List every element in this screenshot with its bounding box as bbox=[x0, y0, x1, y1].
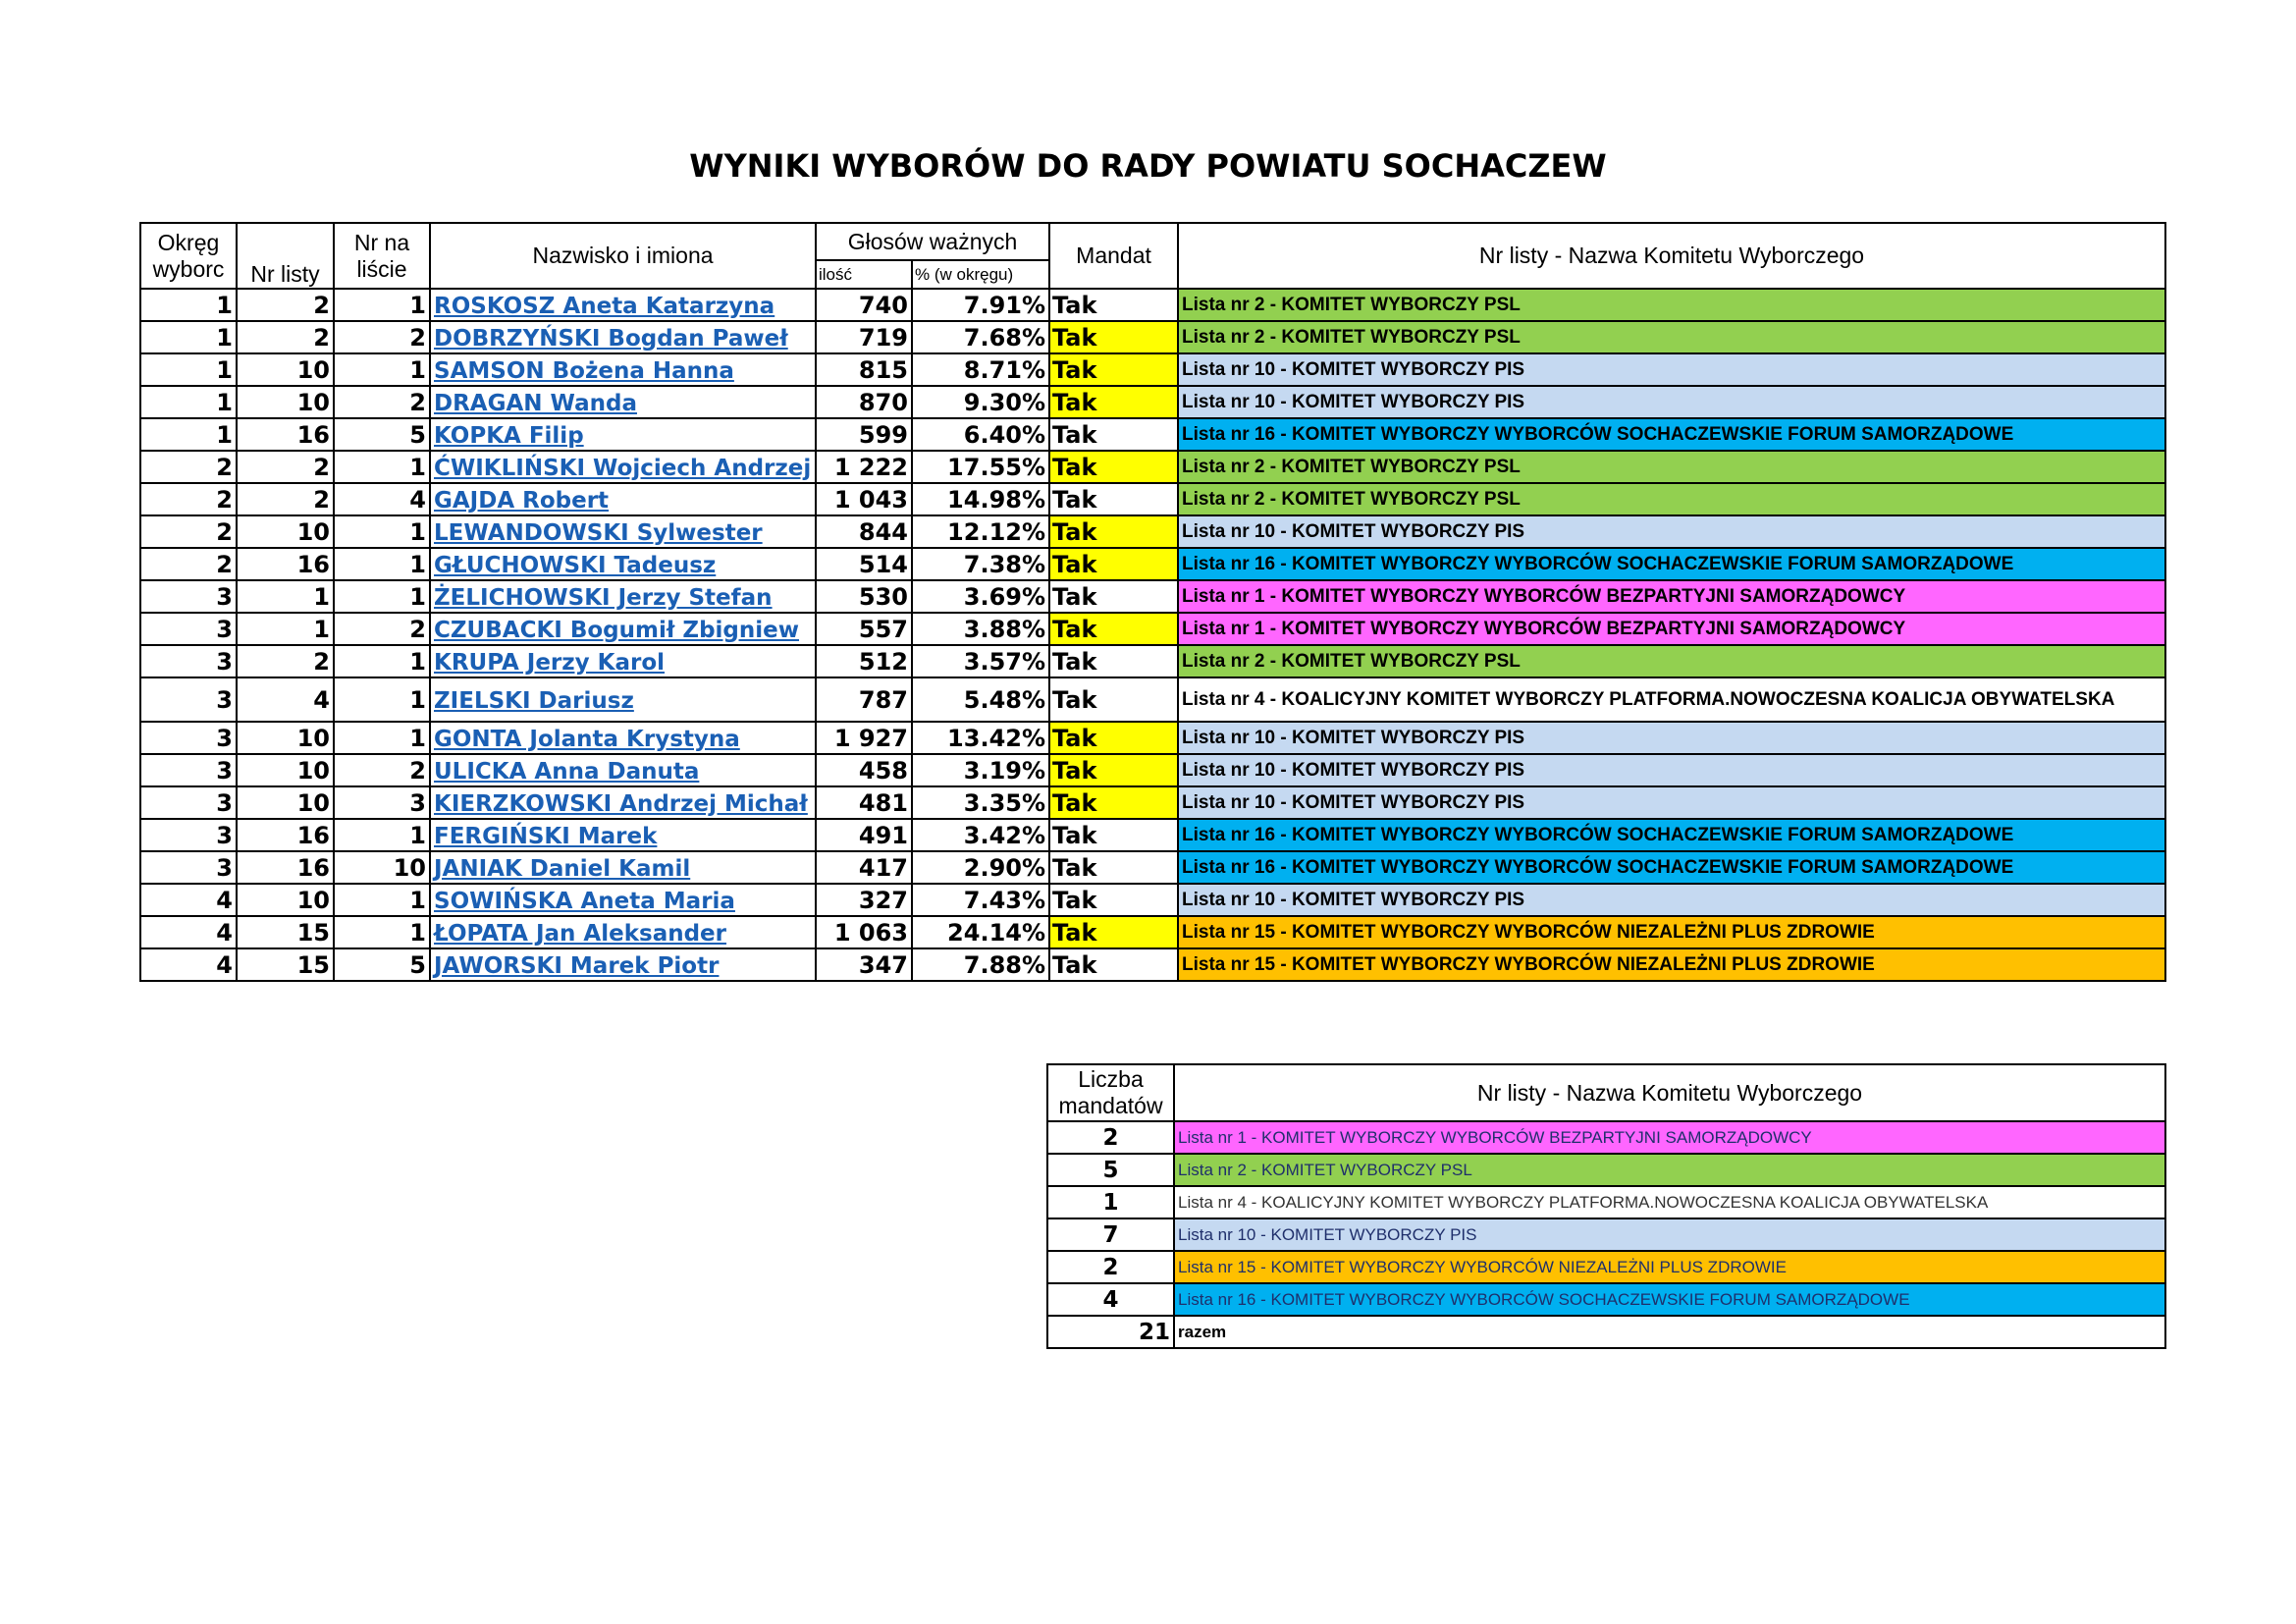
candidate-link[interactable]: GAJDA Robert bbox=[434, 487, 610, 514]
summary-header-committee: Nr listy - Nazwa Komitetu Wyborczego bbox=[1174, 1064, 2165, 1121]
candidate-name-cell bbox=[430, 548, 816, 580]
table-row bbox=[140, 722, 2165, 754]
mandate-cell: Tak bbox=[1049, 754, 1178, 786]
candidate-link[interactable]: ŻELICHOWSKI Jerzy Stefan bbox=[434, 584, 773, 611]
table-row bbox=[140, 580, 2165, 613]
votes-cell: 557 bbox=[816, 613, 912, 645]
position-cell: 1 bbox=[334, 548, 430, 580]
table-row bbox=[140, 418, 2165, 451]
list-number-cell: 10 bbox=[237, 722, 334, 754]
list-number-cell: 10 bbox=[237, 786, 334, 819]
votes-cell: 870 bbox=[816, 386, 912, 418]
votes-cell: 740 bbox=[816, 289, 912, 321]
candidate-name-cell bbox=[430, 418, 816, 451]
summary-committee-cell: Lista nr 4 - KOALICYJNY KOMITET WYBORCZY PLATFORMA.NOWOCZESNA KOALICJA OBYWATELSKA bbox=[1174, 1186, 2165, 1218]
committee-cell: Lista nr 16 - KOMITET WYBORCZY WYBORCÓW SOCHACZEWSKIE FORUM SAMORZĄDOWE bbox=[1178, 418, 2165, 451]
total-count-cell: 21 bbox=[1047, 1316, 1174, 1348]
position-cell: 1 bbox=[334, 580, 430, 613]
position-cell: 2 bbox=[334, 386, 430, 418]
mandate-cell: Tak bbox=[1049, 916, 1178, 948]
district-cell: 1 bbox=[140, 289, 237, 321]
percent-cell: 3.69% bbox=[912, 580, 1049, 613]
summary-row bbox=[1047, 1154, 2165, 1186]
position-cell: 4 bbox=[334, 483, 430, 515]
mandate-count-cell: 2 bbox=[1047, 1121, 1174, 1154]
candidate-name-cell bbox=[430, 754, 816, 786]
district-cell: 3 bbox=[140, 786, 237, 819]
votes-cell: 719 bbox=[816, 321, 912, 353]
summary-committee-cell: Lista nr 1 - KOMITET WYBORCZY WYBORCÓW BEZPARTYJNI SAMORZĄDOWCY bbox=[1174, 1121, 2165, 1154]
table-row bbox=[140, 645, 2165, 677]
votes-cell: 1 222 bbox=[816, 451, 912, 483]
candidate-link[interactable]: GŁUCHOWSKI Tadeusz bbox=[434, 552, 717, 578]
committee-cell: Lista nr 1 - KOMITET WYBORCZY WYBORCÓW BEZPARTYJNI SAMORZĄDOWCY bbox=[1178, 613, 2165, 645]
candidate-link[interactable]: KIERZKOWSKI Andrzej Michał bbox=[434, 790, 808, 817]
candidate-link[interactable]: JAWORSKI Marek Piotr bbox=[434, 952, 720, 979]
list-number-cell: 16 bbox=[237, 548, 334, 580]
position-cell: 1 bbox=[334, 451, 430, 483]
mandate-cell: Tak bbox=[1049, 677, 1178, 722]
candidate-link[interactable]: KRUPA Jerzy Karol bbox=[434, 649, 666, 676]
committee-cell: Lista nr 10 - KOMITET WYBORCZY PIS bbox=[1178, 386, 2165, 418]
candidate-name-cell bbox=[430, 580, 816, 613]
percent-cell: 3.42% bbox=[912, 819, 1049, 851]
mandate-cell: Tak bbox=[1049, 851, 1178, 884]
votes-cell: 1 043 bbox=[816, 483, 912, 515]
list-number-cell: 10 bbox=[237, 353, 334, 386]
position-cell: 2 bbox=[334, 321, 430, 353]
header-valid-votes: Głosów ważnych bbox=[816, 223, 1049, 260]
candidate-link[interactable]: GONTA Jolanta Krystyna bbox=[434, 726, 740, 752]
position-cell: 1 bbox=[334, 645, 430, 677]
candidate-link[interactable]: SAMSON Bożena Hanna bbox=[434, 357, 734, 384]
committee-cell: Lista nr 16 - KOMITET WYBORCZY WYBORCÓW SOCHACZEWSKIE FORUM SAMORZĄDOWE bbox=[1178, 548, 2165, 580]
list-number-cell: 15 bbox=[237, 948, 334, 981]
percent-cell: 7.43% bbox=[912, 884, 1049, 916]
table-row bbox=[140, 916, 2165, 948]
mandate-cell: Tak bbox=[1049, 819, 1178, 851]
candidate-name-cell bbox=[430, 851, 816, 884]
votes-cell: 512 bbox=[816, 645, 912, 677]
summary-header-count: Liczba mandatów bbox=[1047, 1064, 1174, 1121]
position-cell: 1 bbox=[334, 722, 430, 754]
district-cell: 3 bbox=[140, 754, 237, 786]
header-list-no: Nr listy bbox=[237, 223, 334, 289]
committee-cell: Lista nr 15 - KOMITET WYBORCZY WYBORCÓW NIEZALEŻNI PLUS ZDROWIE bbox=[1178, 916, 2165, 948]
district-cell: 4 bbox=[140, 884, 237, 916]
mandate-cell: Tak bbox=[1049, 548, 1178, 580]
list-number-cell: 2 bbox=[237, 483, 334, 515]
summary-committee-cell: Lista nr 2 - KOMITET WYBORCZY PSL bbox=[1174, 1154, 2165, 1186]
list-number-cell: 10 bbox=[237, 884, 334, 916]
header-committee: Nr listy - Nazwa Komitetu Wyborczego bbox=[1178, 223, 2165, 289]
table-row bbox=[140, 786, 2165, 819]
candidate-name-cell bbox=[430, 884, 816, 916]
table-row bbox=[140, 386, 2165, 418]
list-number-cell: 15 bbox=[237, 916, 334, 948]
percent-cell: 5.48% bbox=[912, 677, 1049, 722]
position-cell: 2 bbox=[334, 613, 430, 645]
votes-cell: 481 bbox=[816, 786, 912, 819]
position-cell: 1 bbox=[334, 916, 430, 948]
header-mandate: Mandat bbox=[1049, 223, 1178, 289]
summary-row bbox=[1047, 1186, 2165, 1218]
district-cell: 3 bbox=[140, 819, 237, 851]
mandate-cell: Tak bbox=[1049, 786, 1178, 819]
summary-body bbox=[1047, 1121, 2165, 1348]
votes-cell: 458 bbox=[816, 754, 912, 786]
district-cell: 3 bbox=[140, 645, 237, 677]
percent-cell: 6.40% bbox=[912, 418, 1049, 451]
votes-cell: 514 bbox=[816, 548, 912, 580]
percent-cell: 7.68% bbox=[912, 321, 1049, 353]
candidate-link[interactable]: ĆWIKLIŃSKI Wojciech Andrzej bbox=[434, 455, 812, 481]
summary-row bbox=[1047, 1251, 2165, 1283]
candidate-name-cell bbox=[430, 722, 816, 754]
header-votes-count: ilość bbox=[816, 260, 912, 289]
table-row bbox=[140, 321, 2165, 353]
district-cell: 4 bbox=[140, 916, 237, 948]
district-cell: 1 bbox=[140, 386, 237, 418]
mandate-cell: Tak bbox=[1049, 483, 1178, 515]
votes-cell: 599 bbox=[816, 418, 912, 451]
district-cell: 3 bbox=[140, 677, 237, 722]
district-cell: 4 bbox=[140, 948, 237, 981]
mandate-count-cell: 5 bbox=[1047, 1154, 1174, 1186]
position-cell: 1 bbox=[334, 515, 430, 548]
position-cell: 1 bbox=[334, 884, 430, 916]
committee-cell: Lista nr 15 - KOMITET WYBORCZY WYBORCÓW NIEZALEŻNI PLUS ZDROWIE bbox=[1178, 948, 2165, 981]
percent-cell: 13.42% bbox=[912, 722, 1049, 754]
committee-cell: Lista nr 2 - KOMITET WYBORCZY PSL bbox=[1178, 451, 2165, 483]
position-cell: 1 bbox=[334, 353, 430, 386]
position-cell: 1 bbox=[334, 289, 430, 321]
candidate-link[interactable]: CZUBACKI Bogumił Zbigniew bbox=[434, 617, 799, 643]
percent-cell: 7.88% bbox=[912, 948, 1049, 981]
results-body bbox=[140, 289, 2165, 981]
mandate-cell: Tak bbox=[1049, 948, 1178, 981]
mandate-cell: Tak bbox=[1049, 613, 1178, 645]
votes-cell: 1 063 bbox=[816, 916, 912, 948]
percent-cell: 17.55% bbox=[912, 451, 1049, 483]
votes-cell: 327 bbox=[816, 884, 912, 916]
committee-cell: Lista nr 16 - KOMITET WYBORCZY WYBORCÓW SOCHACZEWSKIE FORUM SAMORZĄDOWE bbox=[1178, 851, 2165, 884]
candidate-name-cell bbox=[430, 948, 816, 981]
candidate-name-cell bbox=[430, 321, 816, 353]
mandate-cell: Tak bbox=[1049, 386, 1178, 418]
district-cell: 1 bbox=[140, 353, 237, 386]
district-cell: 2 bbox=[140, 483, 237, 515]
page-title: WYNIKI WYBORÓW DO RADY POWIATU SOCHACZEW bbox=[689, 147, 1607, 185]
candidate-name-cell bbox=[430, 483, 816, 515]
candidate-name-cell bbox=[430, 819, 816, 851]
district-cell: 3 bbox=[140, 613, 237, 645]
percent-cell: 14.98% bbox=[912, 483, 1049, 515]
candidate-link[interactable]: DOBRZYŃSKI Bogdan Paweł bbox=[434, 325, 788, 352]
percent-cell: 7.38% bbox=[912, 548, 1049, 580]
votes-cell: 417 bbox=[816, 851, 912, 884]
candidate-name-cell bbox=[430, 613, 816, 645]
percent-cell: 3.57% bbox=[912, 645, 1049, 677]
candidate-name-cell bbox=[430, 451, 816, 483]
percent-cell: 12.12% bbox=[912, 515, 1049, 548]
summary-committee-cell: Lista nr 16 - KOMITET WYBORCZY WYBORCÓW SOCHACZEWSKIE FORUM SAMORZĄDOWE bbox=[1174, 1283, 2165, 1316]
table-row bbox=[140, 948, 2165, 981]
list-number-cell: 10 bbox=[237, 754, 334, 786]
candidate-name-cell bbox=[430, 386, 816, 418]
mandate-cell: Tak bbox=[1049, 580, 1178, 613]
votes-cell: 815 bbox=[816, 353, 912, 386]
mandate-count-cell: 4 bbox=[1047, 1283, 1174, 1316]
mandate-cell: Tak bbox=[1049, 645, 1178, 677]
district-cell: 2 bbox=[140, 548, 237, 580]
table-row bbox=[140, 677, 2165, 722]
list-number-cell: 16 bbox=[237, 819, 334, 851]
summary-committee-cell: Lista nr 15 - KOMITET WYBORCZY WYBORCÓW NIEZALEŻNI PLUS ZDROWIE bbox=[1174, 1251, 2165, 1283]
table-row bbox=[140, 884, 2165, 916]
candidate-name-cell bbox=[430, 916, 816, 948]
summary-table bbox=[1046, 1063, 2166, 1349]
list-number-cell: 2 bbox=[237, 645, 334, 677]
candidate-link[interactable]: ZIELSKI Dariusz bbox=[434, 687, 634, 714]
committee-cell: Lista nr 2 - KOMITET WYBORCZY PSL bbox=[1178, 289, 2165, 321]
position-cell: 5 bbox=[334, 418, 430, 451]
candidate-name-cell bbox=[430, 677, 816, 722]
committee-cell: Lista nr 2 - KOMITET WYBORCZY PSL bbox=[1178, 321, 2165, 353]
summary-total-row bbox=[1047, 1316, 2165, 1348]
summary-row bbox=[1047, 1283, 2165, 1316]
position-cell: 1 bbox=[334, 677, 430, 722]
table-row bbox=[140, 483, 2165, 515]
committee-cell: Lista nr 16 - KOMITET WYBORCZY WYBORCÓW SOCHACZEWSKIE FORUM SAMORZĄDOWE bbox=[1178, 819, 2165, 851]
mandate-count-cell: 1 bbox=[1047, 1186, 1174, 1218]
table-row bbox=[140, 754, 2165, 786]
table-row bbox=[140, 289, 2165, 321]
candidate-link[interactable]: ULICKA Anna Danuta bbox=[434, 758, 700, 785]
summary-row bbox=[1047, 1121, 2165, 1154]
position-cell: 1 bbox=[334, 819, 430, 851]
district-cell: 2 bbox=[140, 451, 237, 483]
position-cell: 3 bbox=[334, 786, 430, 819]
percent-cell: 3.88% bbox=[912, 613, 1049, 645]
table-row bbox=[140, 613, 2165, 645]
list-number-cell: 2 bbox=[237, 321, 334, 353]
mandate-cell: Tak bbox=[1049, 515, 1178, 548]
mandate-cell: Tak bbox=[1049, 451, 1178, 483]
mandate-count-cell: 2 bbox=[1047, 1251, 1174, 1283]
percent-cell: 9.30% bbox=[912, 386, 1049, 418]
mandate-cell: Tak bbox=[1049, 418, 1178, 451]
committee-cell: Lista nr 10 - KOMITET WYBORCZY PIS bbox=[1178, 515, 2165, 548]
header-votes-percent: % (w okręgu) bbox=[912, 260, 1049, 289]
candidate-name-cell bbox=[430, 515, 816, 548]
committee-cell: Lista nr 10 - KOMITET WYBORCZY PIS bbox=[1178, 353, 2165, 386]
table-row bbox=[140, 353, 2165, 386]
committee-cell: Lista nr 4 - KOALICYJNY KOMITET WYBORCZY PLATFORMA.NOWOCZESNA KOALICJA OBYWATELSKA bbox=[1178, 677, 2165, 722]
percent-cell: 7.91% bbox=[912, 289, 1049, 321]
district-cell: 3 bbox=[140, 851, 237, 884]
table-row bbox=[140, 515, 2165, 548]
summary-row bbox=[1047, 1218, 2165, 1251]
candidate-name-cell bbox=[430, 289, 816, 321]
position-cell: 10 bbox=[334, 851, 430, 884]
district-cell: 3 bbox=[140, 580, 237, 613]
candidate-link[interactable]: DRAGAN Wanda bbox=[434, 390, 637, 416]
mandate-cell: Tak bbox=[1049, 722, 1178, 754]
total-label-cell: razem bbox=[1174, 1316, 2165, 1348]
list-number-cell: 4 bbox=[237, 677, 334, 722]
list-number-cell: 2 bbox=[237, 451, 334, 483]
committee-cell: Lista nr 10 - KOMITET WYBORCZY PIS bbox=[1178, 722, 2165, 754]
candidate-link[interactable]: FERGIŃSKI Marek bbox=[434, 823, 658, 849]
table-row bbox=[140, 451, 2165, 483]
votes-cell: 844 bbox=[816, 515, 912, 548]
table-row bbox=[140, 819, 2165, 851]
table-row bbox=[140, 548, 2165, 580]
mandate-cell: Tak bbox=[1049, 884, 1178, 916]
percent-cell: 2.90% bbox=[912, 851, 1049, 884]
committee-cell: Lista nr 10 - KOMITET WYBORCZY PIS bbox=[1178, 754, 2165, 786]
list-number-cell: 10 bbox=[237, 515, 334, 548]
candidate-link[interactable]: JANIAK Daniel Kamil bbox=[434, 855, 691, 882]
candidate-link[interactable]: LEWANDOWSKI Sylwester bbox=[434, 519, 763, 546]
position-cell: 5 bbox=[334, 948, 430, 981]
mandate-cell: Tak bbox=[1049, 321, 1178, 353]
list-number-cell: 16 bbox=[237, 851, 334, 884]
committee-cell: Lista nr 2 - KOMITET WYBORCZY PSL bbox=[1178, 483, 2165, 515]
percent-cell: 3.19% bbox=[912, 754, 1049, 786]
committee-cell: Lista nr 10 - KOMITET WYBORCZY PIS bbox=[1178, 786, 2165, 819]
list-number-cell: 2 bbox=[237, 289, 334, 321]
percent-cell: 24.14% bbox=[912, 916, 1049, 948]
percent-cell: 8.71% bbox=[912, 353, 1049, 386]
district-cell: 1 bbox=[140, 321, 237, 353]
results-table bbox=[139, 222, 2166, 982]
candidate-link[interactable]: KOPKA Filip bbox=[434, 422, 584, 449]
votes-cell: 530 bbox=[816, 580, 912, 613]
header-position: Nr na liście bbox=[334, 223, 430, 289]
summary-committee-cell: Lista nr 10 - KOMITET WYBORCZY PIS bbox=[1174, 1218, 2165, 1251]
percent-cell: 3.35% bbox=[912, 786, 1049, 819]
votes-cell: 347 bbox=[816, 948, 912, 981]
committee-cell: Lista nr 10 - KOMITET WYBORCZY PIS bbox=[1178, 884, 2165, 916]
votes-cell: 1 927 bbox=[816, 722, 912, 754]
table-row bbox=[140, 851, 2165, 884]
district-cell: 3 bbox=[140, 722, 237, 754]
district-cell: 2 bbox=[140, 515, 237, 548]
candidate-link[interactable]: ROSKOSZ Aneta Katarzyna bbox=[434, 293, 775, 319]
candidate-link[interactable]: ŁOPATA Jan Aleksander bbox=[434, 920, 727, 947]
candidate-link[interactable]: SOWIŃSKA Aneta Maria bbox=[434, 888, 735, 914]
district-cell: 1 bbox=[140, 418, 237, 451]
mandate-count-cell: 7 bbox=[1047, 1218, 1174, 1251]
list-number-cell: 1 bbox=[237, 580, 334, 613]
header-district: Okręg wyborc bbox=[140, 223, 237, 289]
mandate-cell: Tak bbox=[1049, 353, 1178, 386]
candidate-name-cell bbox=[430, 353, 816, 386]
position-cell: 2 bbox=[334, 754, 430, 786]
mandate-cell: Tak bbox=[1049, 289, 1178, 321]
votes-cell: 787 bbox=[816, 677, 912, 722]
list-number-cell: 1 bbox=[237, 613, 334, 645]
votes-cell: 491 bbox=[816, 819, 912, 851]
header-name: Nazwisko i imiona bbox=[430, 223, 816, 289]
candidate-name-cell bbox=[430, 645, 816, 677]
candidate-name-cell bbox=[430, 786, 816, 819]
committee-cell: Lista nr 1 - KOMITET WYBORCZY WYBORCÓW BEZPARTYJNI SAMORZĄDOWCY bbox=[1178, 580, 2165, 613]
list-number-cell: 10 bbox=[237, 386, 334, 418]
committee-cell: Lista nr 2 - KOMITET WYBORCZY PSL bbox=[1178, 645, 2165, 677]
list-number-cell: 16 bbox=[237, 418, 334, 451]
